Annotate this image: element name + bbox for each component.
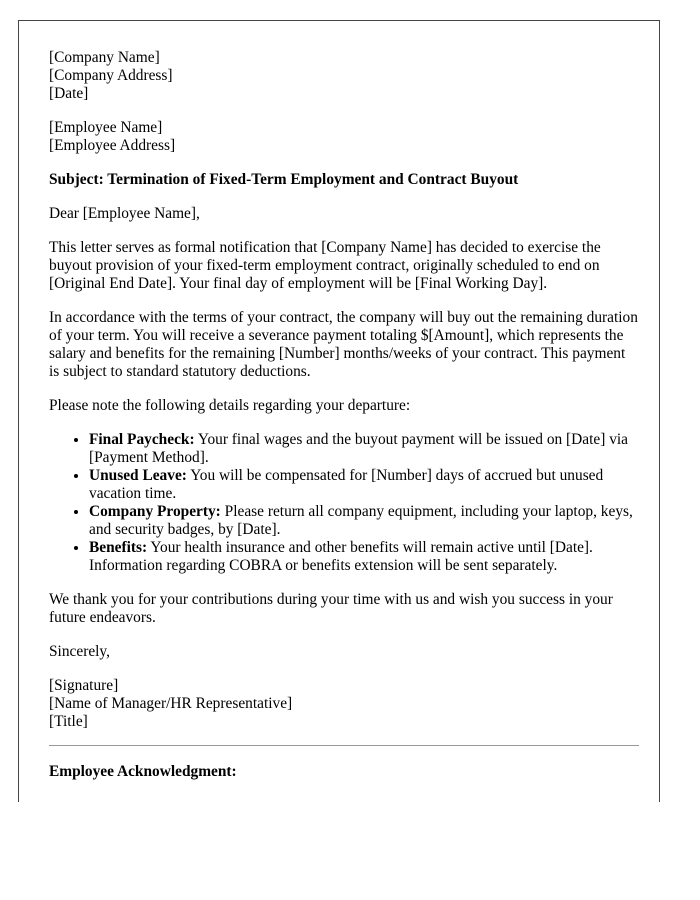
list-item [89, 503, 639, 539]
detail-label: Company Property: [89, 503, 221, 520]
list-item [89, 467, 639, 503]
salutation: Dear [Employee Name], [49, 205, 200, 222]
signer-title: [Title] [49, 713, 88, 730]
paragraph-notification: This letter serves as formal notification that [Company Name] has decided to exercise the buyout provision of your fixed-term employment contract, originally scheduled to end on [Original End Date]. Your final day of employment will be [Final Working Day]. [49, 239, 601, 292]
paragraph-buyout: In accordance with the terms of your contract, the company will buy out the remaining duration of your term. You will receive a severance payment totaling $[Amount], which represents the salary and benefits for the remaining [Number] months/weeks of your contract. This payment is subject to standard statutory deductions. [49, 309, 638, 380]
sign-off: Sincerely, [49, 643, 110, 660]
company-name: [Company Name] [49, 49, 160, 66]
section-divider [49, 745, 639, 746]
detail-label: Final Paycheck: [89, 431, 195, 448]
closing-paragraph: We thank you for your contributions during your time with us and wish you success in your future endeavors. [49, 591, 613, 626]
recipient-block [49, 119, 639, 155]
signer-name: [Name of Manager/HR Representative] [49, 695, 293, 712]
subject-line: Subject: Termination of Fixed-Term Employment and Contract Buyout [49, 171, 519, 188]
details-list [49, 431, 639, 575]
acknowledgment-heading: Employee Acknowledgment: [49, 763, 237, 780]
paragraph-details-intro: Please note the following details regarding your departure: [49, 397, 411, 414]
company-address: [Company Address] [49, 67, 173, 84]
detail-text: Your final wages and the buyout payment will be issued on [Date] via [Payment Method]. [89, 431, 629, 466]
signature-block [49, 677, 639, 731]
signature-placeholder: [Signature] [49, 677, 119, 694]
list-item [89, 539, 639, 575]
sender-block [49, 49, 639, 103]
detail-text: Please return all company equipment, including your laptop, keys, and security badges, by [Date]. [89, 503, 633, 538]
employee-address: [Employee Address] [49, 137, 176, 154]
detail-text: You will be compensated for [Number] days of accrued but unused vacation time. [89, 467, 604, 502]
letter-page [18, 20, 660, 802]
detail-text: Your health insurance and other benefits will remain active until [Date]. Information regarding COBRA or benefits extension will be sent separately. [89, 539, 593, 574]
detail-label: Benefits: [89, 539, 148, 556]
letter-date: [Date] [49, 85, 89, 102]
employee-name: [Employee Name] [49, 119, 163, 136]
letter-body [49, 49, 639, 781]
detail-label: Unused Leave: [89, 467, 187, 484]
list-item [89, 431, 639, 467]
